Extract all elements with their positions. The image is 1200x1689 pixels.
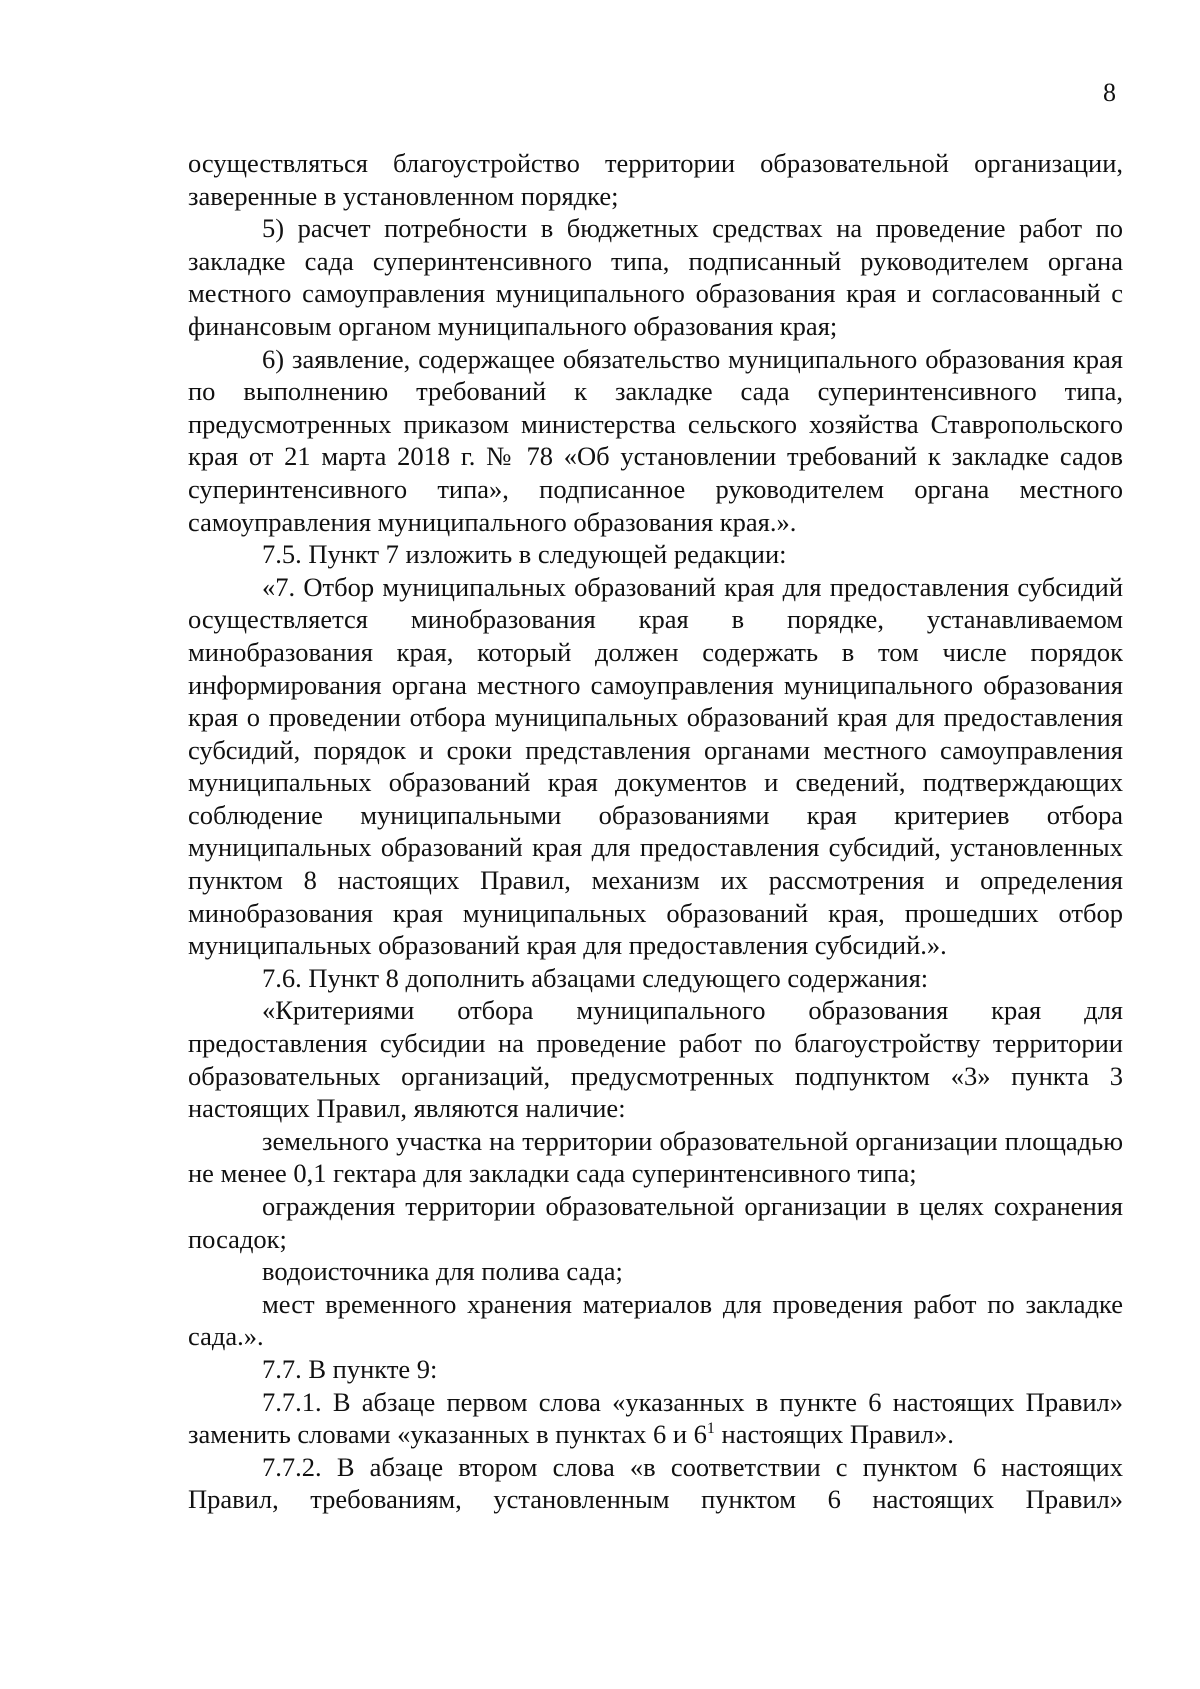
- paragraph: 7.5. Пункт 7 изложить в следующей редакции:: [262, 539, 787, 570]
- superscript: 1: [706, 1420, 715, 1438]
- paragraph: 5) расчет потребности в бюджетных средствах на проведение работ по закладке сада суперинтенсивного типа, подписанный руководителем органа местного самоуправления муниципального образования края и согласованный с финансовым органом муниципального образования края;: [188, 213, 1123, 341]
- paragraph: земельного участка на территории образовательной организации площадью не менее 0,1 гектара для закладки сада суперинтенсивного типа;: [188, 1125, 1123, 1189]
- paragraph-text: 7.7.1. В абзаце первом слова «указанных в пункте 6 настоящих Правил» заменить словами «указанных в пунктах 6 и 6: [188, 1386, 1123, 1450]
- paragraph: ограждения территории образовательной организации в целях сохранения посадок;: [188, 1191, 1123, 1254]
- paragraph: 7.7. В пункте 9:: [262, 1353, 438, 1384]
- paragraph: 6) заявление, содержащее обязательство муниципального образования края по выполнению требований к закладке сада суперинтенсивного типа, предусмотренных приказом министерства сельского хозяйства Ставропольского края от 21 марта 2018 г. № 78 «Об установлении требований к закладке садов суперинтенсивного типа», подписанное руководителем органа местного самоуправления муниципального образования края.».: [188, 343, 1123, 537]
- page-number: 8: [1103, 78, 1116, 107]
- paragraph: осуществляться благоустройство территории образовательной организации, заверенные в установленном порядке;: [188, 148, 1123, 211]
- paragraph-text: настоящих Правил».: [714, 1419, 954, 1450]
- paragraph: [188, 1386, 1123, 1451]
- paragraph: водоисточника для полива сада;: [262, 1256, 623, 1287]
- document-body: [188, 147, 1123, 1516]
- paragraph: мест временного хранения материалов для проведения работ по закладке сада.».: [188, 1288, 1123, 1352]
- paragraph: «7. Отбор муниципальных образований края для предоставления субсидий осуществляется минобразования края в порядке, устанавливаемом минобразования края, который должен содержать в том числе порядок информирования органа местного самоуправления муниципального образования края о проведении отбора муниципальных образований края для предоставления субсидий, порядок и сроки представления органами местного самоуправления муниципальных образований края документов и сведений, подтверждающих соблюдение муниципальными образованиями края критериев отбора муниципальных образований края для предоставления субсидий, установленных пунктом 8 настоящих Правил, механизм их рассмотрения и определения минобразования края муниципальных образований края, прошедших отбор муниципальных образований края для предоставления субсидий.».: [188, 571, 1123, 961]
- paragraph: «Критериями отбора муниципального образования края для предоставления субсидии на проведение работ по благоустройству территории образовательных организаций, предусмотренных подпунктом «3» пункта 3 настоящих Правил, являются наличие:: [188, 995, 1123, 1124]
- paragraph: 7.6. Пункт 8 дополнить абзацами следующего содержания:: [262, 962, 929, 993]
- paragraph: 7.7.2. В абзаце втором слова «в соответствии с пунктом 6 настоящих Правил, требованиям, установленным пунктом 6 настоящих Правил»: [188, 1451, 1123, 1515]
